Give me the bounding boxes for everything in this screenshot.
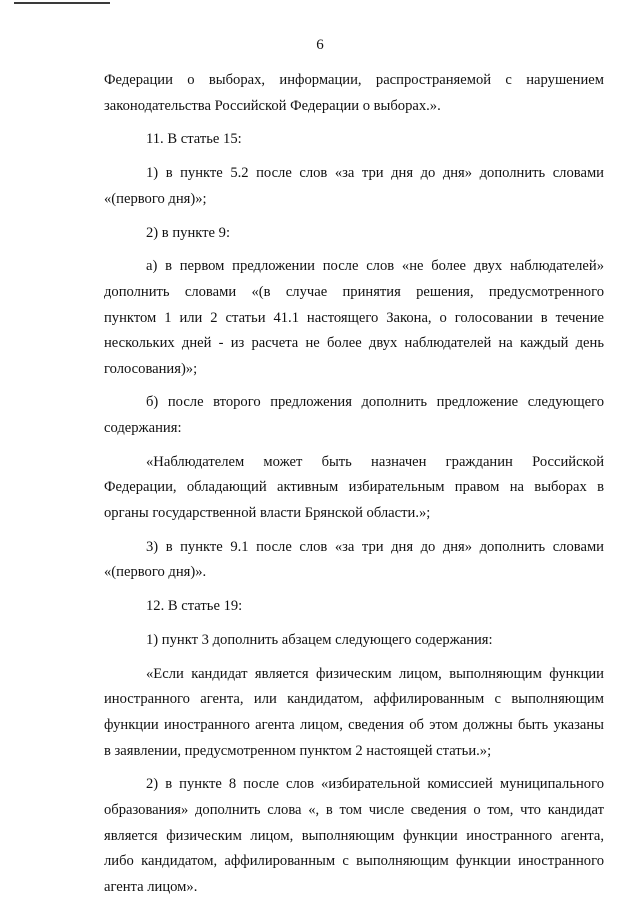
text-line: нескольких дней - из расчета не более двух наблюдателей на каждый день (104, 335, 604, 352)
paragraph (104, 594, 604, 620)
paragraph (104, 772, 604, 900)
text-line: 1) в пункте 5.2 после слов «за три дня до дня» дополнить словами (146, 165, 604, 182)
text-line: «Наблюдателем может быть назначен гражданин Российской (146, 453, 604, 470)
text-line: 2) в пункте 8 после слов «избирательной комиссией муниципального (146, 776, 604, 793)
text-line: в заявлении, предусмотренном пунктом 2 настоящей статьи.»; (104, 742, 492, 759)
paragraph (104, 221, 604, 247)
document-body (104, 68, 604, 900)
text-line: законодательства Российской Федерации о выборах.». (104, 97, 441, 114)
text-line: функции иностранного агента лицом, сведения об этом должны быть указаны (104, 716, 604, 733)
text-line: а) в первом предложении после слов «не более двух наблюдателей» (146, 258, 604, 275)
text-line: дополнить словами «(в случае принятия решения, предусмотренного (104, 283, 604, 300)
paragraph (104, 127, 604, 153)
text-line: либо кандидатом, аффилированным с выполняющим функции иностранного (104, 853, 604, 870)
text-line: 12. В статье 19: (146, 598, 243, 615)
text-line: содержания: (104, 420, 182, 437)
paragraph (104, 390, 604, 441)
text-line: 11. В статье 15: (146, 131, 242, 148)
text-line: Федерации о выборах, информации, распространяемой с нарушением (104, 72, 604, 88)
text-line: голосования)»; (104, 360, 198, 377)
paragraph (104, 450, 604, 527)
text-line: «(первого дня)»; (104, 190, 207, 207)
text-line: пунктом 1 или 2 статьи 41.1 настоящего Закона, о голосовании в течение (104, 309, 604, 326)
text-line: 2) в пункте 9: (146, 224, 231, 241)
text-line: агента лицом». (104, 878, 198, 895)
paragraph (104, 68, 604, 119)
paragraph (104, 254, 604, 382)
paragraph (104, 161, 604, 212)
text-line: «(первого дня)». (104, 564, 207, 581)
text-line: «Если кандидат является физическим лицом, выполняющим функции (146, 665, 604, 682)
text-line: 1) пункт 3 дополнить абзацем следующего содержания: (146, 631, 493, 648)
text-line: органы государственной власти Брянской области.»; (104, 505, 431, 522)
paragraph (104, 662, 604, 764)
text-line: иностранного агента, или кандидатом, аффилированным с выполняющим (104, 691, 604, 708)
paragraph (104, 628, 604, 654)
text-line: Федерации, обладающий активным избирательным правом на выборах в (104, 479, 604, 496)
text-line: 3) в пункте 9.1 после слов «за три дня до дня» дополнить словами (146, 538, 604, 555)
top-margin-line (14, 2, 110, 4)
text-line: является физическим лицом, выполняющим функции иностранного агента, (104, 827, 604, 844)
paragraph (104, 535, 604, 586)
page-number: 6 (316, 37, 324, 53)
text-line: б) после второго предложения дополнить предложение следующего (146, 394, 604, 411)
text-line: образования» дополнить слова «, в том числе сведения о том, что кандидат (104, 801, 604, 818)
